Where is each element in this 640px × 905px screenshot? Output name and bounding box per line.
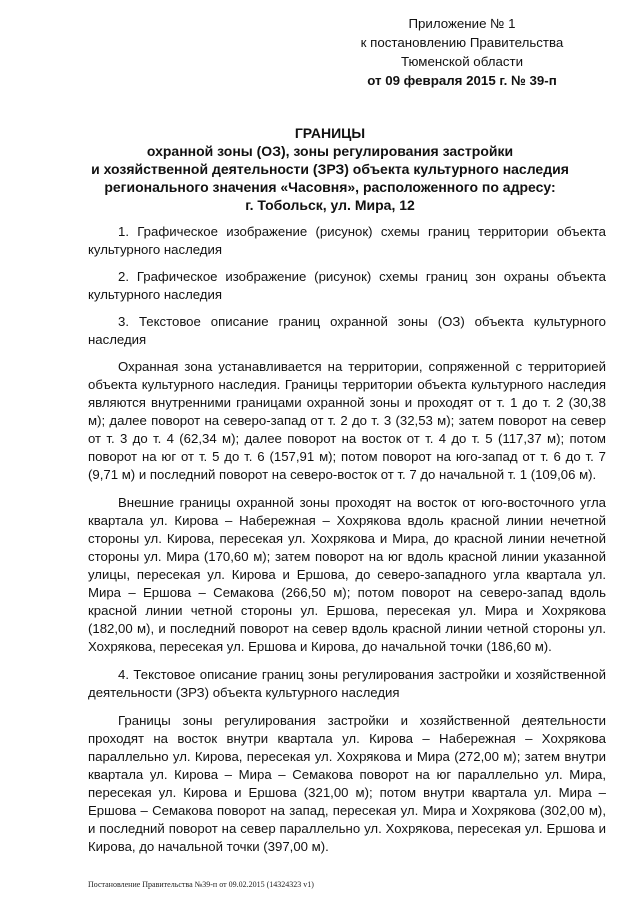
document-body <box>88 223 606 866</box>
document-title <box>70 124 590 214</box>
paragraph-1: 1. Графическое изображение (рисунок) схемы границ территории объекта культурного наследия <box>88 224 606 257</box>
title-line-2: охранной зоны (ОЗ), зоны регулирования застройки <box>146 143 514 159</box>
paragraph-6: 4. Текстовое описание границ зоны регулирования застройки и хозяйственной деятельности (ЗРЗ) объекта культурного наследия <box>88 667 606 700</box>
appendix-reference: к постановлению Правительства <box>360 35 564 50</box>
appendix-region: Тюменской области <box>400 54 524 69</box>
paragraph-4: Охранная зона устанавливается на территории, сопряженной с территорией объекта культурного наследия. Границы территории объекта культурного наследия являются внутренними границами охранной зоны и проходят от т. 1 до т. 2 (30,38 м); далее поворот на северо-запад от т. 2 до т. 3 (32,53 м); затем поворот на север от т. 3 до т. 4 (62,34 м); далее поворот на восток от т. 4 до т. 5 (117,37 м); потом поворот на юг от т. 5 до т. 6 (157,91 м); потом поворот на юго-запад от т. 6 до т. 7 (9,71 м) и последний поворот на северо-восток от т. 7 до начальной т. 1 (109,06 м). <box>88 359 606 482</box>
appendix-header <box>347 14 577 90</box>
title-line-4: регионального значения «Часовня», расположенного по адресу: <box>104 179 556 195</box>
paragraph-7: Границы зоны регулирования застройки и хозяйственной деятельности проходят на восток внутри квартала ул. Кирова – Набережная – Хохрякова параллельно ул. Кирова, пересекая ул. Хохрякова и Мира (272,00 м); затем внутри квартала ул. Кирова – Мира – Семакова поворот на юг параллельно ул. Мира, пересекая ул. Кирова и Ершова (321,00 м); потом внутри квартала ул. Мира – Ершова – Семакова поворот на запад, пересекая ул. Мира и Хохрякова (302,00 м), и последний поворот на север параллельно ул. Хохрякова, пересекая ул. Ершова и Кирова, до начальной точки (397,00 м). <box>88 713 606 854</box>
paragraph-3: 3. Текстовое описание границ охранной зоны (ОЗ) объекта культурного наследия <box>88 314 606 347</box>
title-line-1: ГРАНИЦЫ <box>294 125 366 141</box>
appendix-date: от 09 февраля 2015 г. № 39-п <box>367 73 557 88</box>
page-footer: Постановление Правительства №39-п от 09.02.2015 (14324323 v1) <box>88 880 314 889</box>
paragraph-2: 2. Графическое изображение (рисунок) схемы границ зон охраны объекта культурного наследия <box>88 269 606 302</box>
appendix-number: Приложение № 1 <box>408 16 516 31</box>
title-line-3: и хозяйственной деятельности (ЗРЗ) объекта культурного наследия <box>91 161 569 177</box>
paragraph-5: Внешние границы охранной зоны проходят на восток от юго-восточного угла квартала ул. Кирова – Набережная – Хохрякова вдоль красной линии нечетной стороны ул. Кирова, пересекая ул. Хохрякова и Мира, до красной линии нечетной стороны ул. Мира (170,60 м); затем поворот на юг вдоль красной линии указанной улицы, пересекая ул. Кирова и Ершова, до северо-западного угла квартала ул. Мира – Ершова – Семакова (266,50 м); потом поворот на северо-запад вдоль красной линии четной стороны ул. Ершова, пересекая ул. Мира и Хохрякова (182,00 м), и последний поворот на север вдоль красной линии четной стороны ул. Хохрякова, пересекая ул. Ершова и Кирова, до начальной точки (186,60 м). <box>88 495 606 654</box>
title-line-5: г. Тобольск, ул. Мира, 12 <box>245 197 415 213</box>
